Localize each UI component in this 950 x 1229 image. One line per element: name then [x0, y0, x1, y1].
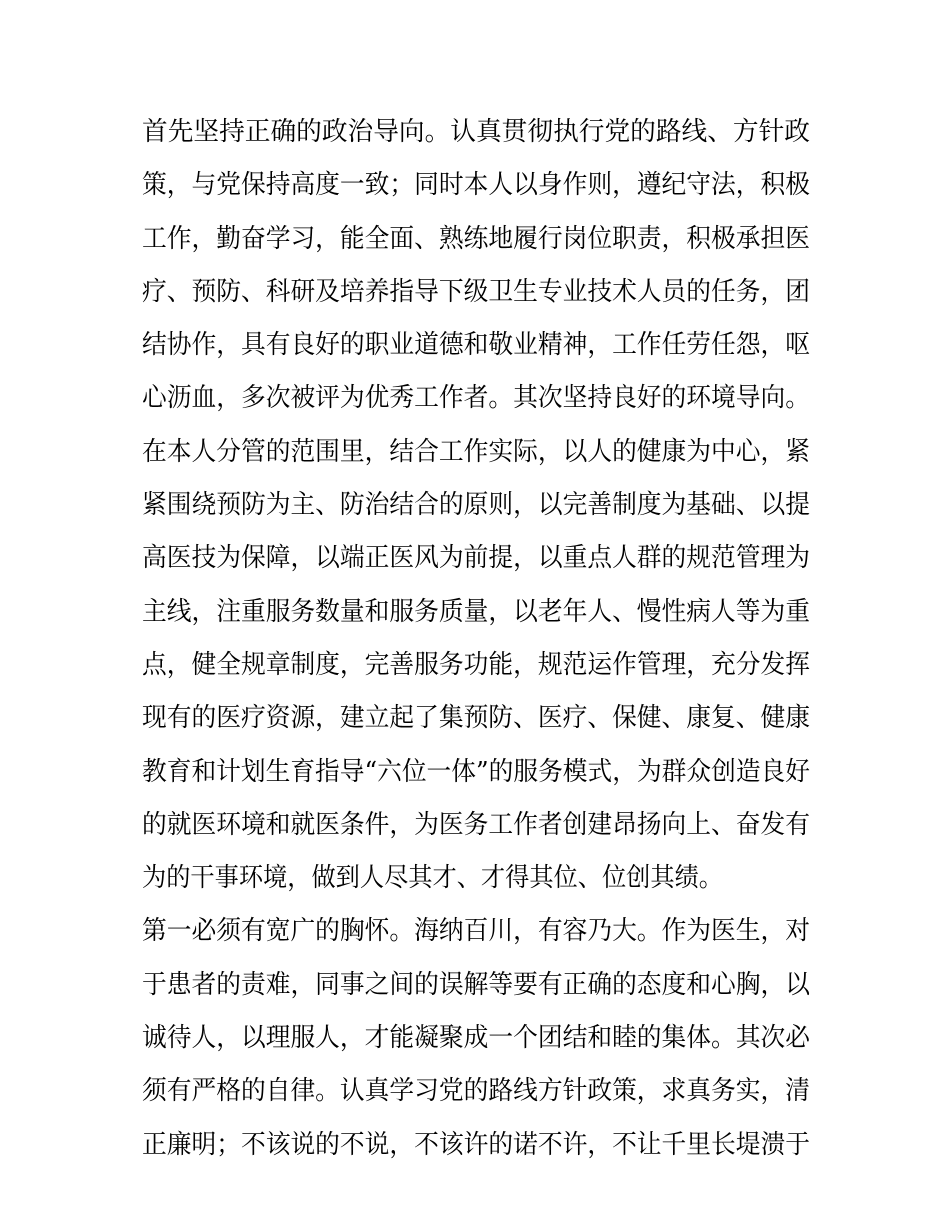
text-line: 疗、预防、科研及培养指导下级卫生专业技术人员的任务，团 [142, 276, 810, 307]
text-line: 正廉明；不该说的不说，不该许的诺不许，不让千里长堤溃于 [142, 1129, 810, 1160]
text-line: 于患者的责难，同事之间的误解等要有正确的态度和心胸，以 [142, 969, 810, 1000]
text-line: 现有的医疗资源，建立起了集预防、医疗、保健、康复、健康 [142, 703, 810, 734]
text-line: 高医技为保障，以端正医风为前提，以重点人群的规范管理为 [142, 543, 810, 574]
text-line: 教育和计划生育指导“六位一体”的服务模式，为群众创造良好 [142, 756, 810, 787]
text-line: 点，健全规章制度，完善服务功能，规范运作管理，充分发挥 [142, 649, 810, 680]
text-line: 主线，注重服务数量和服务质量，以老年人、慢性病人等为重 [142, 596, 810, 627]
text-line: 的就医环境和就医条件，为医务工作者创建昂扬向上、奋发有 [142, 809, 810, 840]
text-line: 结协作，具有良好的职业道德和敬业精神，工作任劳任怨，呕 [142, 330, 810, 361]
text-line: 策，与党保持高度一致；同时本人以身作则，遵纪守法，积极 [142, 170, 810, 201]
body-text [142, 106, 822, 1172]
text-line: 首先坚持正确的政治导向。认真贯彻执行党的路线、方针政 [142, 117, 810, 147]
text-line: 工作，勤奋学习，能全面、熟练地履行岗位职责，积极承担医 [142, 223, 810, 254]
text-line: 第一必须有宽广的胸怀。海纳百川，有容乃大。作为医生，对 [142, 916, 810, 947]
text-line: 在本人分管的范围里，结合工作实际，以人的健康为中心，紧 [142, 436, 810, 467]
text-line: 须有严格的自律。认真学习党的路线方针政策，求真务实，清 [142, 1076, 810, 1107]
text-line: 为的干事环境，做到人尽其才、才得其位、位创其绩。 [142, 863, 723, 894]
text-line: 心沥血，多次被评为优秀工作者。其次坚持良好的环境导向。 [142, 383, 810, 414]
text-line: 诚待人，以理服人，才能凝聚成一个团结和睦的集体。其次必 [142, 1023, 810, 1054]
text-line: 紧围绕预防为主、防治结合的原则，以完善制度为基础、以提 [142, 490, 810, 521]
